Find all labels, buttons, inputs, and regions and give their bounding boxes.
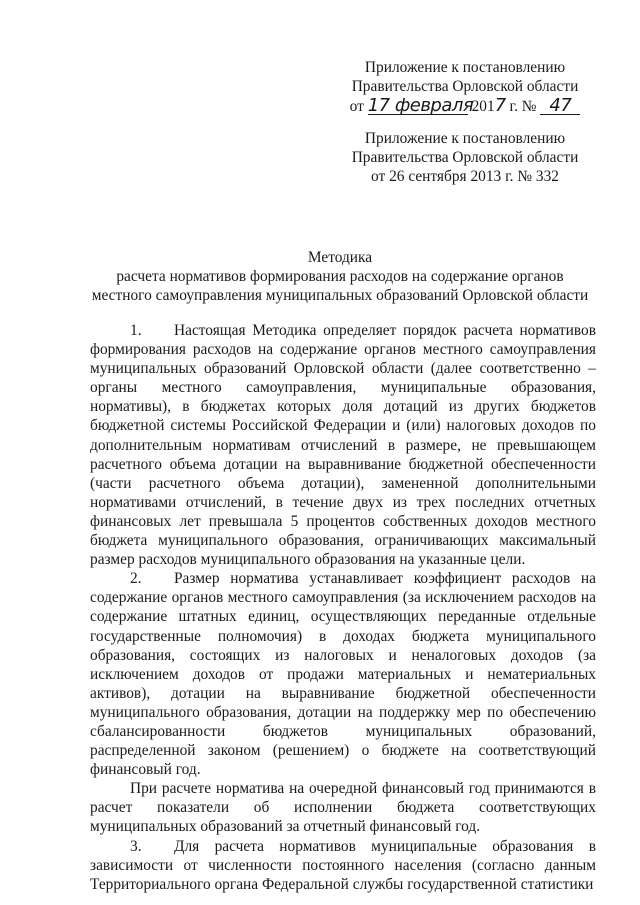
paragraph-3-text: Для расчета нормативов муниципальные образования в зависимости от численности постоянного населения (согласно данным Территориального органа Федеральной службы государственной статистики (90, 837, 596, 893)
paragraph-1-number: 1. (130, 322, 142, 339)
paragraph-2-number: 2. (130, 570, 142, 588)
paragraph-3-number: 3. (130, 837, 142, 855)
date-prefix: от (349, 98, 364, 115)
old-appendix-line2: Правительства Орловской области (351, 149, 579, 166)
year-prefix: 201 (471, 98, 495, 115)
title-line1: Методика (307, 249, 373, 266)
new-appendix-block (330, 58, 600, 116)
handwritten-number: 47 (540, 97, 580, 115)
old-appendix-line1: Приложение к постановлению (364, 130, 566, 147)
old-appendix-block (330, 129, 600, 186)
document-title (60, 248, 620, 305)
paragraph-3 (90, 837, 596, 894)
document-body (90, 321, 596, 894)
new-appendix-date-line (330, 96, 600, 116)
handwritten-date: 17 февраля (367, 95, 474, 116)
paragraph-2 (90, 569, 596, 779)
paragraph-2b: При расчете норматива на очередной финансовый год принимаются в расчет показатели об исполнении бюджета соответствующих муниципальных образований за отчетный финансовый год. (90, 780, 596, 836)
new-appendix-line1: Приложение к постановлению (364, 59, 566, 76)
title-line2: расчета нормативов формирования расходов на содержание органов (116, 268, 564, 285)
paragraph-1-text: Настоящая Методика определяет порядок расчета нормативов формирования расходов на содержание органов местного самоуправления муниципальных образований Орловской области (далее соответственно – органы местного самоуправления, муниципальные образования, нормативы), в бюджетах которых доля дотаций из других бюджетов бюджетной системы Российской Федерации и (или) налоговых доходов по дополнительным нормативам отчислений в размере, не превышающем расчетного объема дотации на выравнивание бюджетной обеспеченности (части расчетного объема дотации), замененной дополнительными нормативами отчислений, в течение двух из трех последних отчетных финансовых лет превышала 5 процентов собственных доходов местного бюджета муниципального образования, ограничивающих максимальный размер расходов муниципального образования на указанные цели. (90, 322, 596, 569)
new-appendix-line2: Правительства Орловской области (351, 78, 579, 95)
paragraph-2-text: Размер норматива устанавливает коэффициент расходов на содержание органов местного самоуправления (за исключением расходов на содержание штатных единиц, осуществляющих переданные отдельные государственные полномочия) в доходах бюджета муниципального образования, состоящих из налоговых и неналоговых доходов (за исключением доходов от продажи материальных и нематериальных активов), дотации на выравнивание бюджетной обеспеченности муниципального образования, дотации на поддержку мер по обеспечению сбалансированности бюджетов муниципальных образований, распределенной законом (решением) о бюджете на соответствующий финансовый год. (90, 570, 596, 779)
paragraph-1 (90, 321, 596, 569)
old-appendix-line3: от 26 сентября 2013 г. № 332 (371, 168, 559, 185)
handwritten-year-digit: 7 (494, 95, 506, 116)
number-prefix: г. № (509, 98, 537, 115)
title-line3: местного самоуправления муниципальных образований Орловской области (91, 287, 589, 304)
